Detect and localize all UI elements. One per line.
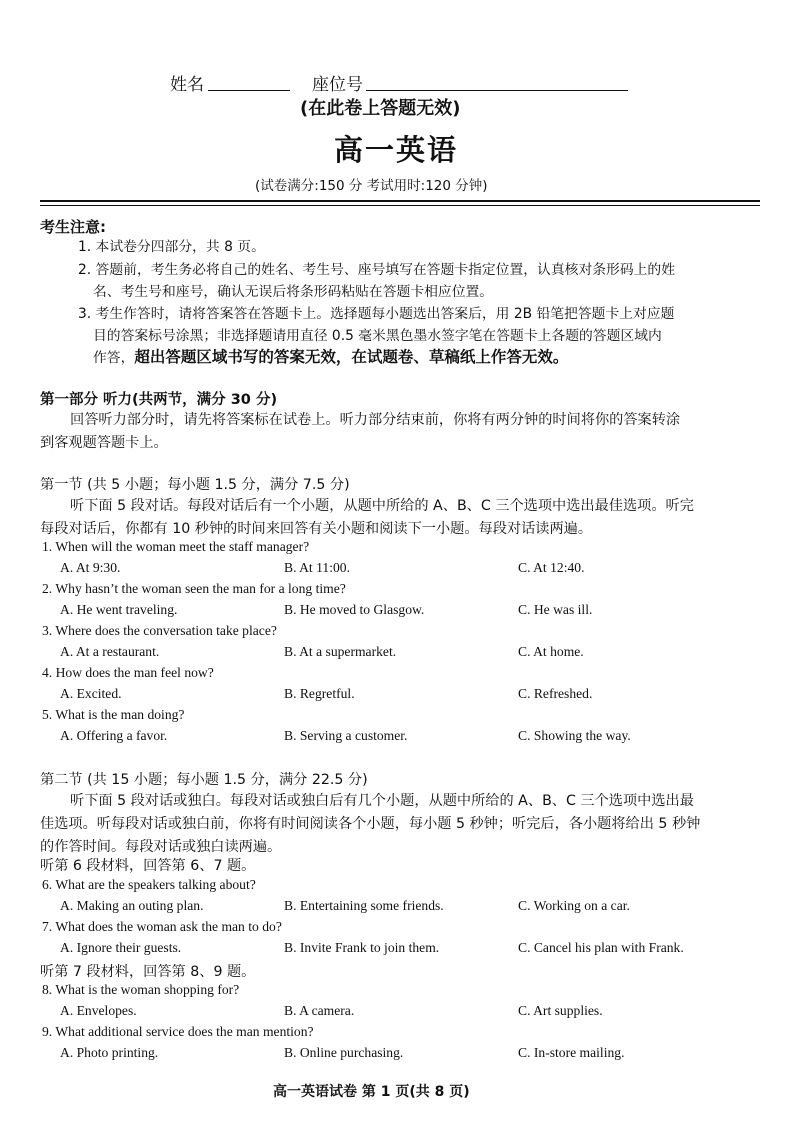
question-7-option-c: C. Cancel his plan with Frank. bbox=[518, 940, 684, 955]
question-1-option-b: B. At 11:00. bbox=[284, 560, 350, 575]
notice-item-2-line-2: 名、考生号和座号，确认无误后将条形码粘贴在答题卡相应位置。 bbox=[93, 284, 494, 300]
question-1-stem: 1. When will the woman meet the staff manager? bbox=[42, 539, 310, 554]
question-1-option-a: A. At 9:30. bbox=[60, 560, 121, 575]
question-4-option-b: B. Regretful. bbox=[284, 686, 355, 701]
section2-intro bbox=[40, 790, 760, 859]
question-2-option-c: C. He was ill. bbox=[518, 602, 593, 617]
seat-label: 座位号 bbox=[312, 75, 363, 95]
question-8-option-c: C. Art supplies. bbox=[518, 1003, 603, 1018]
question-2-option-a: A. He went traveling. bbox=[60, 602, 178, 617]
part1-intro bbox=[40, 409, 760, 455]
section1-intro bbox=[40, 495, 760, 541]
exam-info: (试卷满分:150 分 考试用时:120 分钟) bbox=[255, 178, 488, 194]
question-9-option-a: A. Photo printing. bbox=[60, 1045, 159, 1060]
part1-intro-line-2: 到客观题答题卡上。 bbox=[40, 435, 168, 451]
notice-item-3-line-1: 3. 考生作答时，请将答案答在答题卡上。选择题每小题选出答案后，用 2B 铅笔把答题卡上对应题 bbox=[78, 306, 675, 322]
material-7-note: 听第 7 段材料，回答第 8、9 题。 bbox=[40, 964, 256, 980]
section1-heading: 第一节 (共 5 小题；每小题 1.5 分，满分 7.5 分) bbox=[40, 477, 350, 493]
question-4-option-c: C. Refreshed. bbox=[518, 686, 593, 701]
notice-warning: 超出答题区域书写的答案无效，在试题卷、草稿纸上作答无效。 bbox=[134, 348, 569, 366]
question-5-option-c: C. Showing the way. bbox=[518, 728, 631, 743]
question-4-stem: 4. How does the man feel now? bbox=[42, 665, 214, 680]
header-rule-thin bbox=[40, 205, 760, 206]
section1-intro-line-1: 听下面 5 段对话。每段对话后有一个小题，从题中所给的 A、B、C 三个选项中选出最佳选项。听完 bbox=[70, 498, 694, 514]
question-5-stem: 5. What is the man doing? bbox=[42, 707, 185, 722]
name-underline bbox=[208, 90, 290, 91]
question-7-option-a: A. Ignore their guests. bbox=[60, 940, 182, 955]
page-title: 高一英语 bbox=[334, 133, 459, 167]
section2-intro-line-2: 佳选项。听每段对话或独白前，你将有时间阅读各个小题，每小题 5 秒钟；听完后，各小题将给出 5 秒钟 bbox=[40, 816, 701, 832]
question-9-option-b: B. Online purchasing. bbox=[284, 1045, 404, 1060]
invalid-note: (在此卷上答题无效) bbox=[300, 98, 461, 119]
question-6-option-a: A. Making an outing plan. bbox=[60, 898, 204, 913]
name-label: 姓名 bbox=[170, 75, 204, 95]
question-3-option-a: A. At a restaurant. bbox=[60, 644, 160, 659]
question-9-option-c: C. In-store mailing. bbox=[518, 1045, 625, 1060]
question-9-stem: 9. What additional service does the man mention? bbox=[42, 1024, 314, 1039]
material-6-note: 听第 6 段材料，回答第 6、7 题。 bbox=[40, 858, 256, 874]
question-2-option-b: B. He moved to Glasgow. bbox=[284, 602, 425, 617]
question-6-option-c: C. Working on a car. bbox=[518, 898, 630, 913]
seat-underline bbox=[366, 90, 628, 91]
question-5-option-b: B. Serving a customer. bbox=[284, 728, 408, 743]
question-8-stem: 8. What is the woman shopping for? bbox=[42, 982, 240, 997]
section1-intro-line-2: 每段对话后，你都有 10 秒钟的时间来回答有关小题和阅读下一小题。每段对话读两遍。 bbox=[40, 521, 593, 537]
question-3-stem: 3. Where does the conversation take place? bbox=[42, 623, 277, 638]
header-rule-thick bbox=[40, 200, 760, 202]
page-footer: 高一英语试卷 第 1 页(共 8 页) bbox=[273, 1084, 470, 1100]
question-5-option-a: A. Offering a favor. bbox=[60, 728, 168, 743]
part1-intro-line-1: 回答听力部分时，请先将答案标在试卷上。听力部分结束前，你将有两分钟的时间将你的答案转涂 bbox=[70, 412, 681, 428]
question-6-stem: 6. What are the speakers talking about? bbox=[42, 877, 256, 892]
section2-intro-line-1: 听下面 5 段对话或独白。每段对话或独白后有几个小题，从题中所给的 A、B、C 三个选项中选出最 bbox=[70, 793, 694, 809]
notice-item-3-plain: 作答， bbox=[93, 350, 135, 366]
question-8-option-a: A. Envelopes. bbox=[60, 1003, 137, 1018]
notice-heading: 考生注意: bbox=[40, 218, 106, 236]
question-7-option-b: B. Invite Frank to join them. bbox=[284, 940, 440, 955]
part1-heading: 第一部分 听力(共两节，满分 30 分) bbox=[40, 392, 278, 408]
question-8-option-b: B. A camera. bbox=[284, 1003, 355, 1018]
notice-item-1: 1. 本试卷分四部分，共 8 页。 bbox=[78, 239, 265, 255]
notice-item-2-line-1: 2. 答题前，考生务必将自己的姓名、考生号、座号填写在答题卡指定位置，认真核对条形码上的姓 bbox=[78, 262, 676, 278]
notice-item-3-line-3 bbox=[93, 346, 783, 369]
question-6-option-b: B. Entertaining some friends. bbox=[284, 898, 444, 913]
question-1-option-c: C. At 12:40. bbox=[518, 560, 585, 575]
question-7-stem: 7. What does the woman ask the man to do? bbox=[42, 919, 282, 934]
section2-heading: 第二节 (共 15 小题；每小题 1.5 分，满分 22.5 分) bbox=[40, 772, 368, 788]
section2-intro-line-3: 的作答时间。每段对话或独白读两遍。 bbox=[40, 839, 282, 855]
question-2-stem: 2. Why hasn’t the woman seen the man for a long time? bbox=[42, 581, 346, 596]
question-4-option-a: A. Excited. bbox=[60, 686, 122, 701]
question-3-option-c: C. At home. bbox=[518, 644, 584, 659]
question-3-option-b: B. At a supermarket. bbox=[284, 644, 397, 659]
notice-item-3-line-2: 目的答案标号涂黑；非选择题请用直径 0.5 毫米黑色墨水签字笔在答题卡上各题的答题区域内 bbox=[93, 328, 662, 344]
